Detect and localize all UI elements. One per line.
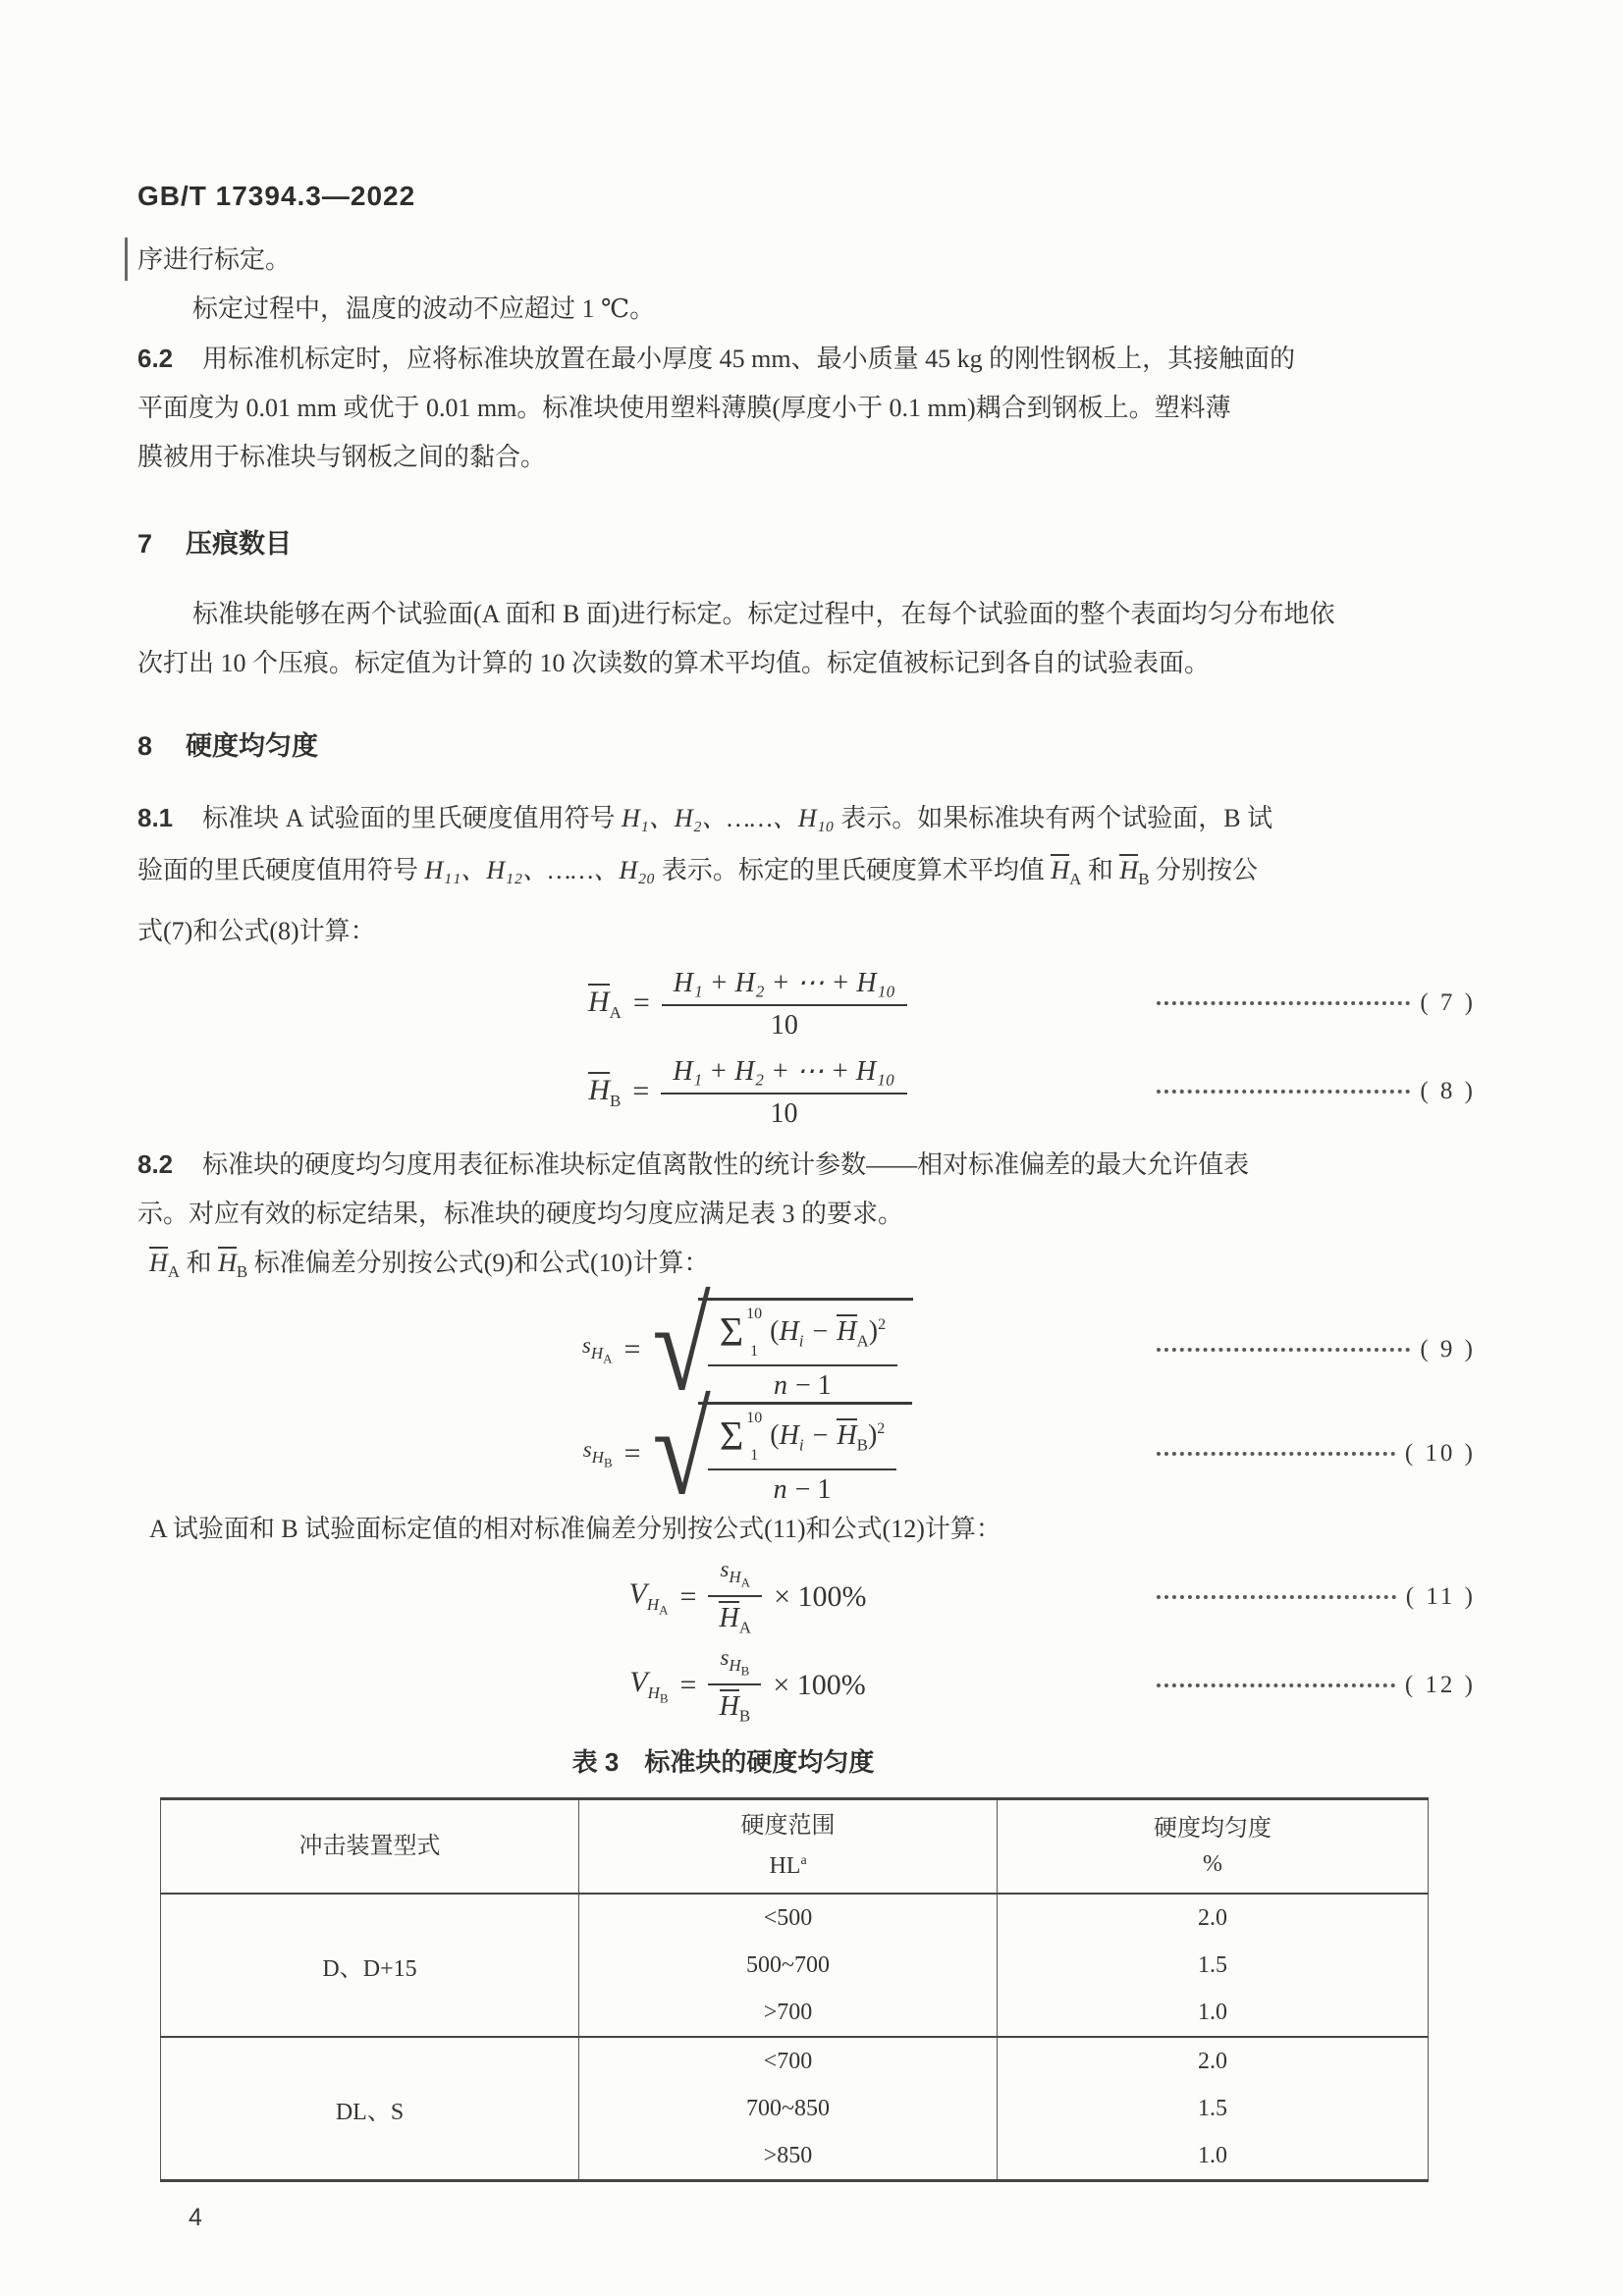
clause-7-paragraph: [137, 590, 1476, 688]
std-dev-symbol: s: [582, 1437, 592, 1463]
heading-8-title: 硬度均匀度: [186, 731, 319, 761]
equation-9-number-zone: [1157, 1336, 1476, 1363]
uniformity-cell: 2.0: [998, 1894, 1429, 1942]
face-subscript: A: [659, 1602, 669, 1618]
equation-12-numerator: [708, 1645, 761, 1685]
mean-ha-base: H: [149, 1249, 168, 1278]
summation: [720, 1307, 762, 1360]
mean-ha-subscript: A: [167, 1262, 181, 1282]
header-hardness-range-label: 硬度范围: [740, 1813, 836, 1840]
std-dev-symbol: s: [581, 1333, 591, 1359]
sigma-symbol: Σ: [719, 1310, 744, 1357]
mean-h-base: H: [837, 1419, 857, 1451]
minus-one: − 1: [795, 1370, 832, 1402]
symbols-h1-h10: H₁、H₂、……、H₁₀: [622, 804, 835, 832]
summation-upper-limit: 10: [746, 1410, 763, 1427]
equals-sign: =: [632, 987, 650, 1020]
equation-11-lhs: [629, 1577, 669, 1618]
clause-8-1-number: 8.1: [137, 803, 174, 832]
clause-8-1-line-2: [137, 844, 1476, 905]
dotted-leader: [1157, 1001, 1410, 1005]
mean-term: [837, 1314, 869, 1352]
intro-line-2: 标定过程中，温度的波动不应超过 1 ℃。: [192, 294, 656, 323]
device-cell: DL、S: [161, 2037, 579, 2181]
mean-h-base: H: [837, 1315, 857, 1347]
clause-6-2: [137, 334, 1476, 482]
clause-8-1-text-2c: 分别按公: [1149, 856, 1259, 884]
h-symbol: H: [779, 1419, 799, 1451]
clause-8-1-conj: 和: [1081, 856, 1120, 884]
equation-11-number: ( 11 ): [1405, 1583, 1476, 1611]
equation-8-lhs: [588, 1072, 621, 1111]
face-subscript: B: [610, 1092, 622, 1111]
face-subscript: B: [603, 1455, 613, 1470]
hi-term: [780, 1316, 804, 1352]
table-3-caption: [54, 1742, 1392, 1782]
i-subscript: i: [798, 1435, 804, 1455]
face-subscript: B: [856, 1435, 868, 1455]
percent-unit: %: [1203, 1850, 1223, 1877]
summation-lower-limit: 1: [750, 1343, 759, 1361]
mean-hb-symbol: [218, 1239, 247, 1297]
clause-8-1-line-3: 式(7)和公式(8)计算：: [137, 917, 376, 946]
uniformity-cell: 2.0: [998, 2037, 1429, 2085]
face-subscript: A: [738, 1618, 751, 1637]
clause-8-2-line-3: [137, 1239, 1476, 1297]
mean-hb-base: H: [1119, 856, 1139, 884]
face-subscript: A: [603, 1351, 613, 1366]
equation-11-fraction: [708, 1557, 762, 1638]
h-symbol: H: [591, 1447, 604, 1467]
equation-7-number-zone: [1157, 989, 1476, 1017]
open-paren: (: [770, 1315, 780, 1347]
equation-12-denominator: [720, 1685, 751, 1727]
summation-limits: [746, 1307, 762, 1360]
minus-sign: −: [812, 1419, 829, 1451]
sigma-symbol: Σ: [719, 1415, 744, 1461]
equals-sign: =: [679, 1669, 697, 1702]
clause-6-2-text-1: 用标准机标定时，应将标准块放置在最小厚度 45 mm、最小质量 45 kg 的刚性钢板上，其接触面的: [202, 345, 1296, 373]
mean-term: [837, 1418, 868, 1456]
equation-11: [137, 1554, 1476, 1640]
table-row: [161, 2037, 1429, 2085]
equation-7-fraction: [662, 966, 907, 1041]
mean-hb-base: H: [218, 1249, 237, 1278]
range-cell: >850: [579, 2132, 998, 2181]
equation-9-numerator: [708, 1307, 897, 1366]
heading-7: [137, 519, 1476, 568]
equation-8-formula: [588, 1054, 906, 1130]
equation-10-numerator: [708, 1411, 896, 1470]
clause-8-1-text-1a: 标准块 A 试验面的里氏硬度值用符号: [202, 804, 622, 832]
clause-8-2-number: 8.2: [137, 1149, 174, 1180]
clause-8-2-line-2: 示。对应有效的标定结果，标准块的硬度均匀度应满足表 3 的要求。: [137, 1200, 904, 1229]
table-3-header: [161, 1799, 1429, 1895]
mean-ha-symbol: [149, 1239, 180, 1297]
mean-h-base: H: [719, 1603, 739, 1634]
clause-7-line-2: 次打出 10 个压痕。标定值为计算的 10 次读数的算术平均值。标定值被标记到各自的试验表面。: [137, 649, 1211, 677]
summation: [720, 1411, 762, 1464]
std-dev-symbol: s: [720, 1645, 730, 1671]
equals-sign: =: [632, 1075, 650, 1108]
times-100-percent: × 100%: [773, 1669, 866, 1702]
mean-ha-subscript: A: [1069, 870, 1082, 889]
v-subscript: [647, 1682, 669, 1706]
mean-hb-symbol: [1119, 844, 1149, 905]
header-uniformity: [998, 1799, 1429, 1895]
dotted-leader: [1157, 1090, 1410, 1094]
radical-body: [698, 1402, 912, 1506]
dotted-leader: [1157, 1595, 1396, 1599]
equation-8-numerator: H₁ + H₂ + ⋯ + H₁₀: [661, 1054, 906, 1095]
equals-sign: =: [623, 1437, 641, 1470]
equation-12-number: ( 12 ): [1404, 1672, 1476, 1699]
open-paren: (: [770, 1419, 780, 1451]
clause-6-2-number: 6.2: [137, 344, 174, 373]
equation-10-fraction: [708, 1411, 896, 1506]
minus-one: − 1: [794, 1474, 832, 1506]
equation-8-number: ( 8 ): [1420, 1078, 1476, 1105]
radical-sign: √: [652, 1275, 711, 1418]
clause-8-2: [137, 1140, 1476, 1297]
clause-8-2-text-1: 标准块的硬度均匀度用表征标准块标定值离散性的统计参数——相对标准偏差的最大允许值表: [202, 1150, 1250, 1180]
std-dev-subscript: [729, 1655, 750, 1679]
n-symbol: n: [774, 1370, 788, 1402]
hl-unit: HL: [769, 1853, 801, 1880]
equation-8-denominator: 10: [770, 1097, 798, 1129]
clause-8-2-conj: 和: [180, 1249, 219, 1278]
clause-8-1: [137, 792, 1476, 957]
mean-h-base: H: [719, 1691, 739, 1723]
equation-10-denominator: [774, 1470, 832, 1506]
range-cell: 700~850: [579, 2085, 998, 2132]
equation-10-lhs: [583, 1437, 613, 1470]
equation-7-numerator: H₁ + H₂ + ⋯ + H₁₀: [662, 966, 907, 1006]
times-100-percent: × 100%: [774, 1580, 867, 1614]
equation-9-fraction: [708, 1307, 897, 1402]
equation-8-fraction: [661, 1054, 906, 1130]
dotted-leader: [1157, 1348, 1410, 1352]
equation-7: [137, 961, 1476, 1045]
square-exponent: 2: [877, 1420, 886, 1438]
clause-8-1-text-2a: 验面的里氏硬度值用符号: [137, 856, 425, 884]
face-subscript: A: [740, 1575, 751, 1590]
clause-7-line-1: 标准块能够在两个试验面(A 面和 B 面)进行标定。标定过程中，在每个试验面的整个表面均匀分布地依: [192, 600, 1335, 628]
std-dev-subscript: [729, 1567, 751, 1590]
face-subscript: B: [738, 1706, 751, 1726]
h-symbol: H: [646, 1594, 660, 1614]
square-root: [652, 1379, 913, 1522]
equation-9-number: ( 9 ): [1420, 1336, 1476, 1363]
header-uniformity-label: 硬度均匀度: [1154, 1815, 1272, 1842]
uniformity-cell: 1.5: [998, 1942, 1429, 1989]
heading-7-title: 压痕数目: [186, 529, 293, 559]
range-cell: >700: [579, 1989, 998, 2037]
equals-sign: =: [679, 1580, 697, 1614]
heading-7-number: 7: [137, 529, 153, 559]
dotted-leader: [1157, 1683, 1395, 1687]
clause-6-2-line-1: [137, 334, 1476, 384]
table-3-label: 表 3: [571, 1747, 620, 1778]
dotted-leader: [1157, 1452, 1395, 1456]
equation-7-number: ( 7 ): [1420, 989, 1476, 1017]
uniformity-cell: 1.5: [998, 2085, 1429, 2132]
equation-12-number-zone: [1157, 1672, 1476, 1699]
range-cell: <500: [579, 1894, 998, 1942]
header-device-type: 冲击装置型式: [161, 1799, 579, 1895]
h-symbol: H: [729, 1567, 741, 1586]
equation-11-number-zone: [1157, 1583, 1476, 1611]
equation-7-lhs: [588, 984, 622, 1023]
table-3: [160, 1797, 1429, 2182]
n-symbol: n: [773, 1474, 787, 1506]
std-dev-subscript: [591, 1447, 613, 1470]
equation-8: [137, 1049, 1476, 1134]
uniformity-cell: 1.0: [998, 2132, 1429, 2181]
radical-body: [698, 1298, 913, 1402]
equation-12-fraction: [708, 1645, 761, 1727]
uniformity-cell: 1.0: [998, 1989, 1429, 2037]
equation-9-denominator: [774, 1366, 832, 1402]
clause-6-2-line-3: 膜被用于标准块与钢板之间的黏合。: [137, 443, 547, 471]
clause-6-2-line-2: 平面度为 0.01 mm 或优于 0.01 mm。标准块使用塑料薄膜(厚度小于 0.1 mm)耦合到钢板上。塑料薄: [137, 394, 1231, 422]
page-number: 4: [189, 2204, 202, 2232]
face-subscript: A: [609, 1003, 622, 1023]
summation-upper-limit: 10: [746, 1306, 763, 1323]
face-subscript: B: [659, 1690, 669, 1706]
equation-9: [137, 1275, 1476, 1418]
equation-10: [137, 1379, 1476, 1522]
equation-12-lhs: [629, 1666, 668, 1706]
clause-8-1-text-2b: 表示。标定的里氏硬度算术平均值: [655, 856, 1052, 884]
header-hardness-range: [579, 1799, 998, 1895]
equation-8-number-zone: [1157, 1078, 1476, 1105]
equals-sign: =: [623, 1333, 641, 1366]
close-paren: ): [867, 1419, 878, 1451]
heading-8-number: 8: [137, 731, 153, 761]
minus-sign: −: [812, 1315, 829, 1347]
equation-9-lhs: [582, 1333, 613, 1366]
h-symbol: H: [590, 1343, 604, 1362]
mean-h-base: H: [588, 1074, 611, 1107]
hi-term: [780, 1420, 804, 1456]
intro-line-1: 序进行标定。: [137, 245, 292, 274]
v-subscript: [646, 1594, 669, 1618]
doc-number: GB/T 17394.3—2022: [137, 181, 416, 211]
equation-11-formula: [629, 1557, 867, 1638]
equation-11-numerator: [708, 1557, 762, 1597]
clause-ab-line: A 试验面和 B 试验面标定值的相对标准偏差分别按公式(11)和公式(12)计算：: [149, 1515, 1001, 1544]
equation-9-formula: [581, 1275, 913, 1418]
clause-8-1-text-1b: 表示。如果标准块有两个试验面，B 试: [834, 804, 1273, 832]
i-subscript: i: [798, 1331, 804, 1351]
std-dev-symbol: s: [720, 1557, 730, 1582]
square-exponent: 2: [878, 1316, 887, 1334]
equation-11-denominator: [719, 1597, 751, 1638]
clause-8-2-line-1: [137, 1140, 1476, 1190]
equation-12-formula: [629, 1645, 866, 1727]
h-symbol: H: [729, 1655, 741, 1675]
mean-ha-symbol: [1051, 844, 1081, 905]
heading-8: [137, 721, 1476, 771]
symbols-h11-h20: H₁₁、H₁₂、……、H₂₀: [424, 856, 656, 884]
h-symbol: H: [779, 1315, 799, 1347]
clause-8-1-line-1: [137, 792, 1476, 844]
v-symbol: V: [628, 1576, 647, 1610]
equation-7-denominator: 10: [770, 1009, 798, 1041]
radical-sign: √: [652, 1379, 711, 1522]
equation-10-number-zone: [1157, 1440, 1476, 1468]
h-symbol: H: [647, 1682, 660, 1702]
v-symbol: V: [629, 1665, 648, 1698]
table-row: [161, 1894, 1429, 1942]
equation-7-formula: [588, 966, 907, 1041]
mean-hb-subscript: B: [236, 1262, 248, 1282]
summation-limits: [746, 1411, 762, 1464]
face-subscript: B: [740, 1663, 750, 1679]
device-cell: D、D+15: [161, 1894, 579, 2037]
table-3-title: 标准块的硬度均匀度: [644, 1747, 875, 1778]
equation-10-number: ( 10 ): [1404, 1440, 1476, 1468]
close-paren: ): [868, 1315, 879, 1347]
revision-bar: [125, 238, 128, 281]
equation-12: [137, 1642, 1476, 1729]
range-cell: 500~700: [579, 1942, 998, 1989]
header-hardness-range-unit: [579, 1843, 997, 1884]
std-dev-subscript: [590, 1343, 613, 1366]
summation-lower-limit: 1: [750, 1447, 759, 1465]
footnote-a-marker: a: [800, 1853, 807, 1869]
mean-h-base: H: [587, 986, 610, 1019]
face-subscript: A: [856, 1331, 869, 1351]
clause-8-2-text-3: 标准偏差分别按公式(9)和公式(10)计算：: [247, 1249, 710, 1278]
equation-10-formula: [582, 1379, 913, 1522]
range-cell: <700: [579, 2037, 998, 2085]
mean-ha-base: H: [1051, 856, 1070, 884]
mean-hb-subscript: B: [1138, 870, 1150, 889]
